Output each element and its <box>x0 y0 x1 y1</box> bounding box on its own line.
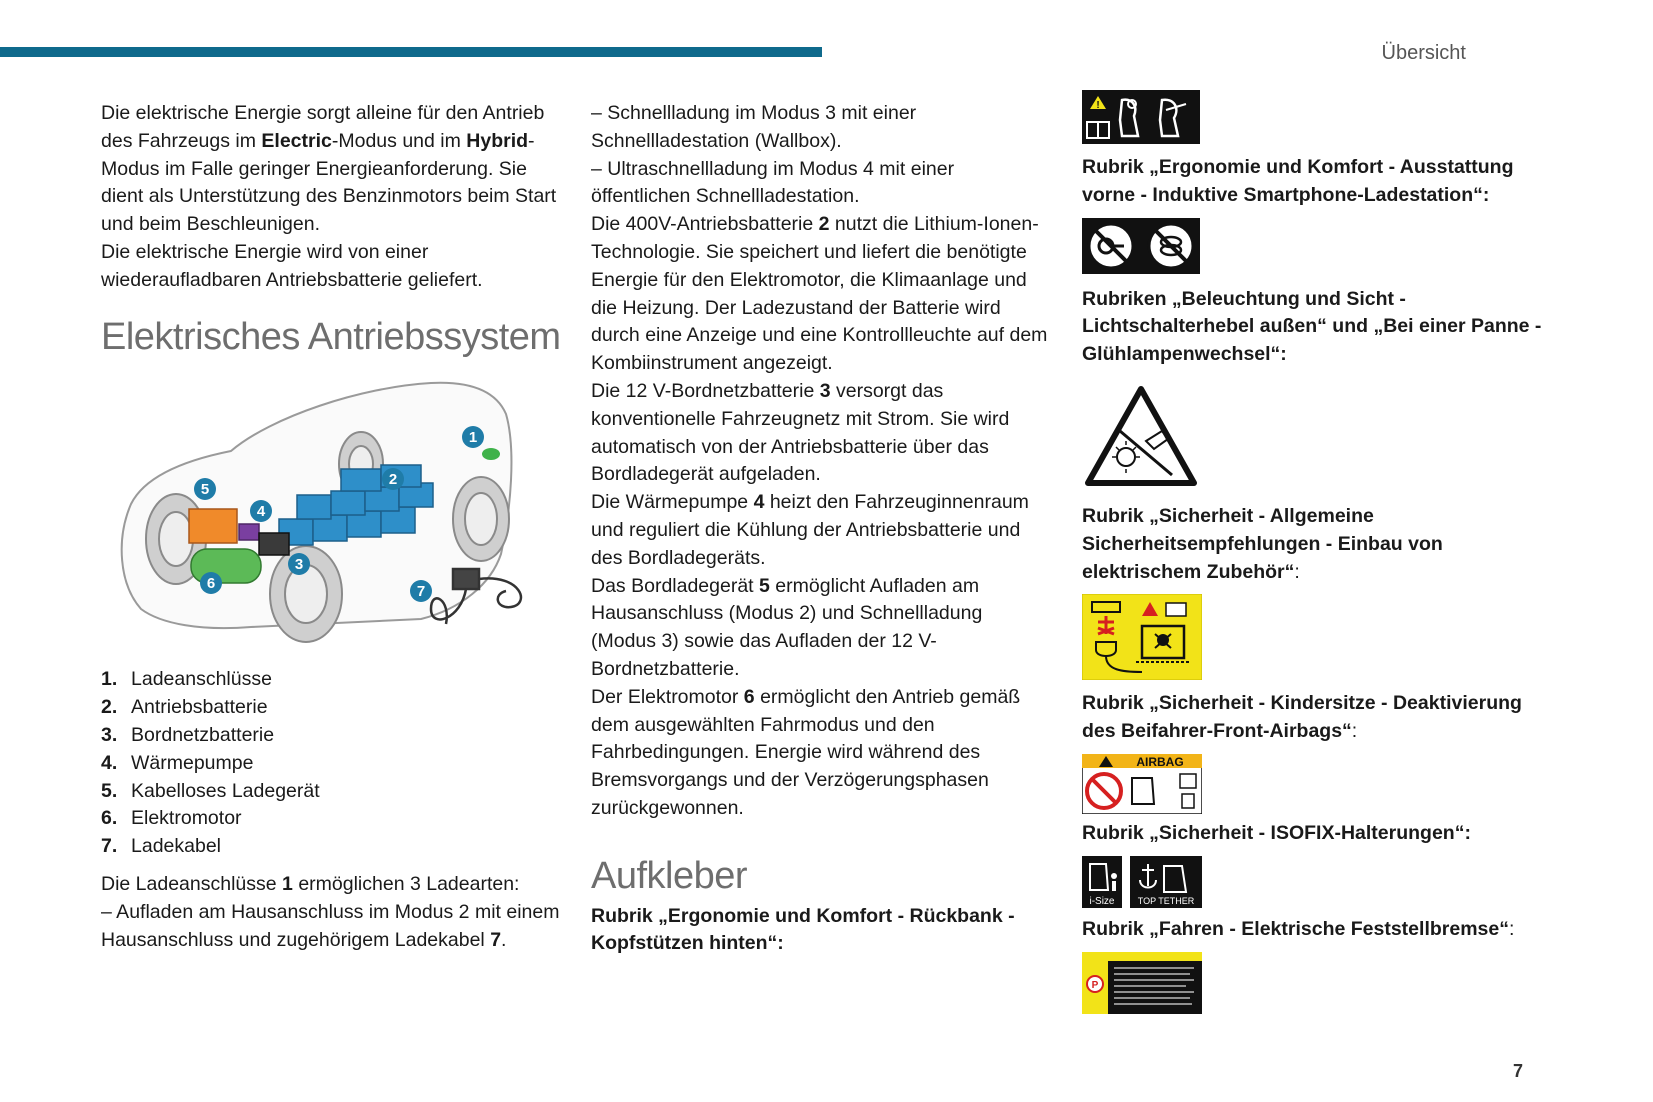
legend-item: 6. Elektromotor <box>101 807 242 830</box>
header-accent-bar <box>0 47 822 57</box>
callout-2-label: 2 <box>388 471 398 489</box>
heading-elektrisches-antriebssystem: Elektrisches Antriebssystem <box>101 315 561 358</box>
svg-text:TOP TETHER: TOP TETHER <box>1137 895 1195 906</box>
headrest-warning-label <box>1082 90 1200 144</box>
column-1 <box>101 100 571 954</box>
callout-5-label: 5 <box>200 481 210 499</box>
charging-port <box>482 448 500 460</box>
manual-icon <box>1166 603 1186 616</box>
legend-item: 1. Ladeanschlüsse <box>101 668 272 691</box>
rubric-lighting: Rubriken „Beleuchtung und Sicht - Lichtschalterhebel außen“ und „Bei einer Panne - Glühlampenwechsel“: <box>1082 287 1542 366</box>
airbag-label <box>1082 754 1202 814</box>
rubric-child-seats: Rubrik „Sicherheit - Kindersitze - Deaktivierung des Beifahrer-Front-Airbags“: <box>1082 692 1522 743</box>
callout-1-label: 1 <box>468 429 478 447</box>
traction-battery-paragraph: Die 400V-Antriebsbatterie 2 nutzt die Lithium-Ionen-Technologie. Sie speichert und liefert die benötigte Energie für den Elektromotor, die Klimaanlage und die Heizung. Der Ladezustand der Batterie wird durch eine Anzeige und eine Kontrollleuchte auf dem Kombiinstrument angezeigt. <box>591 213 1048 375</box>
hot-lamp-warning-label <box>1082 383 1200 493</box>
charger-paragraph: Das Bordladegerät 5 ermöglicht Aufladen am Hausanschluss (Modus 2) und Schnellladung (Modus 3) sowie das Aufladen der 12 V-Bordnetzbatterie. <box>591 574 983 680</box>
legend-item: 7. Ladekabel <box>101 835 221 858</box>
electrical-accessory-label <box>1082 594 1202 680</box>
page-number: 7 <box>1512 1061 1523 1081</box>
charging-modes-intro: Die Ladeanschlüsse 1 ermöglichen 3 Ladearten: <box>101 872 520 895</box>
rubric-parking-brake: Rubrik „Fahren - Elektrische Feststellbremse“: <box>1082 917 1515 940</box>
heat-pump <box>239 524 259 540</box>
callout-6-label: 6 <box>206 575 216 593</box>
wireless-charger-label <box>1082 218 1200 274</box>
rubric-electrical-accessories: Rubrik „Sicherheit - Allgemeine Sicherheitsempfehlungen - Einbau von elektrischem Zubehör“: <box>1082 504 1443 583</box>
aux-battery <box>259 533 289 555</box>
legend-item: 5. Kabelloses Ladegerät <box>101 779 320 802</box>
legend-item: 2. Antriebsbatterie <box>101 696 268 719</box>
aux-battery-paragraph: Die 12 V-Bordnetzbatterie 3 versorgt das konventionelle Fahrzeugnetz mit Strom. Sie wird automatisch von der Antriebsbatterie über das Bordladegerät aufgeladen. <box>591 379 1010 486</box>
svg-text:i-Size: i-Size <box>1089 895 1115 907</box>
onboard-charger <box>189 509 237 543</box>
heat-pump-paragraph: Die Wärmepumpe 4 heizt den Fahrzeuginnenraum und reguliert die Kühlung der Antriebsbatterie und des Bordladegeräts. <box>591 491 1029 569</box>
section-title: Übersicht <box>1381 42 1466 64</box>
rubric-isofix: Rubrik „Sicherheit - ISOFIX-Halterungen“: <box>1082 821 1471 844</box>
charging-mode-4: – Ultraschnellladung im Modus 4 mit einer öffentlichen Schnellladestation. <box>591 157 955 208</box>
charging-mode-2: – Aufladen am Hausanschluss im Modus 2 mit einem Hausanschluss und zugehörigem Ladekabel 7. <box>101 900 560 951</box>
column-2 <box>591 100 1051 958</box>
svg-text:!: ! <box>1096 100 1100 111</box>
svg-text:P: P <box>1091 979 1099 991</box>
rubric-headrests: Rubrik „Ergonomie und Komfort - Rückbank - Kopfstützen hinten“: <box>591 904 1015 955</box>
legend-item: 4. Wärmepumpe <box>101 751 254 774</box>
intro-paragraph: Die elektrische Energie sorgt alleine für den Antrieb des Fahrzeugs im Electric-Modus und im Hybrid-Modus im Falle geringer Energieanforderung. Sie dient als Unterstützung des Benzinmotors beim Start und beim Beschleunigen. <box>101 102 557 236</box>
isofix-labels <box>1082 856 1202 908</box>
callout-4-label: 4 <box>256 503 266 521</box>
powertrain-diagram <box>101 369 551 654</box>
motor-paragraph: Der Elektromotor 6 ermöglicht den Antrieb gemäß dem ausgewählten Fahrmodus und den Fahrbedingungen. Energie wird während des Bremsvorgangs und der Verzögerungsphasen zurückgewonnen. <box>591 685 1021 819</box>
heading-aufkleber: Aufkleber <box>591 854 748 897</box>
parking-brake-label <box>1082 952 1202 1014</box>
rubric-wireless-charging: Rubrik „Ergonomie und Komfort - Ausstattung vorne - Induktive Smartphone-Ladestation“: <box>1082 156 1514 206</box>
callout-7-label: 7 <box>416 583 426 601</box>
legend-item: 3. Bordnetzbatterie <box>101 723 275 746</box>
rear-wheel-right <box>453 477 509 561</box>
intro-paragraph-2: Die elektrische Energie wird von einer wiederaufladbaren Antriebsbatterie geliefert. <box>101 240 483 291</box>
airbag-text: AIRBAG <box>1136 754 1184 769</box>
column-3 <box>1082 100 1552 1014</box>
component-legend <box>101 666 571 861</box>
charging-mode-3: – Schnellladung im Modus 3 mit einer Schnellladestation (Wallbox). <box>591 102 917 152</box>
callout-3-label: 3 <box>294 556 304 574</box>
